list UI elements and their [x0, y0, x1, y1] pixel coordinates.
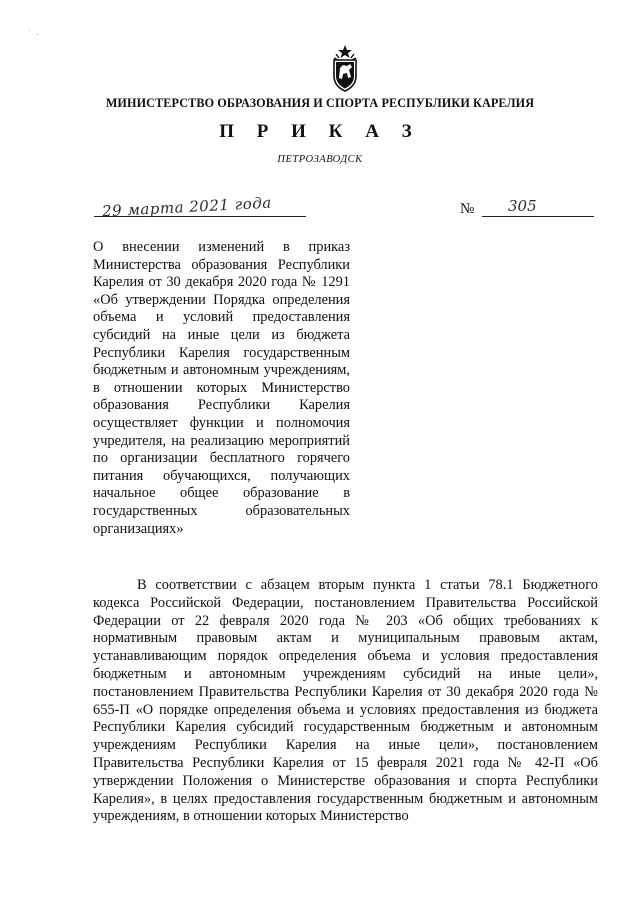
number-underline	[482, 216, 594, 217]
handwritten-number: 305	[508, 197, 537, 215]
order-body-paragraph: В соответствии с абзацем вторым пункта 1 статьи 78.1 Бюджетного кодекса Российской Федерации, постановлением Правительства Российской Федерации от 22 февраля 2020 года № 203 «Об общих требованиях к нормативным правовым актам и муниципальным правовым актам, устанавливающим порядок определения объема и условия предоставления бюджетным и автономным учреждениям субсидий на иные цели», постановлением Правительства Республики Карелия от 30 декабря 2020 года № 655-П «О порядке определения объема и условиях предоставления из бюджета Республики Карелия субсидий государственным бюджетным и автономным учреждениям Республики Карелия на иные цели», постановлением Правительства Республики Карелия от 15 февраля 2021 года № 42-П «Об утверждении Положения о Министерстве образования и спорта Республики Карелия», в целях предоставления государственным бюджетным и автономным учреждениям, в отношении которых Министерство	[93, 577, 598, 825]
coat-of-arms-icon	[330, 44, 360, 92]
city-name: ПЕТРОЗАВОДСК	[277, 154, 363, 165]
order-subject: О внесении изменений в приказ Министерства образования Республики Карелия от 30 декабря 2020 года № 1291 «Об утверждении Порядка определения объема и условий предоставления субсидий на иные цели из бюджета Республики Карелия государственным бюджетным и автономным учреждениям, в отношении которых Министерство образования Республики Карелия осуществляет функции и полномочия учредителя, на реализацию мероприятий по организации бесплатного горячего питания обучающихся, получающих начальное общее образование в государственных образовательных организациях»	[93, 239, 350, 537]
document-type-title: П Р И К А З	[219, 121, 421, 142]
handwritten-date: 29 марта 2021 года	[101, 193, 273, 221]
ministry-name: МИНИСТЕРСТВО ОБРАЗОВАНИЯ И СПОРТА РЕСПУБЛИКИ КАРЕЛИЯ	[105, 96, 535, 110]
number-label: №	[460, 201, 475, 217]
date-underline	[94, 216, 306, 217]
scan-mark: ˙ .	[28, 28, 41, 37]
